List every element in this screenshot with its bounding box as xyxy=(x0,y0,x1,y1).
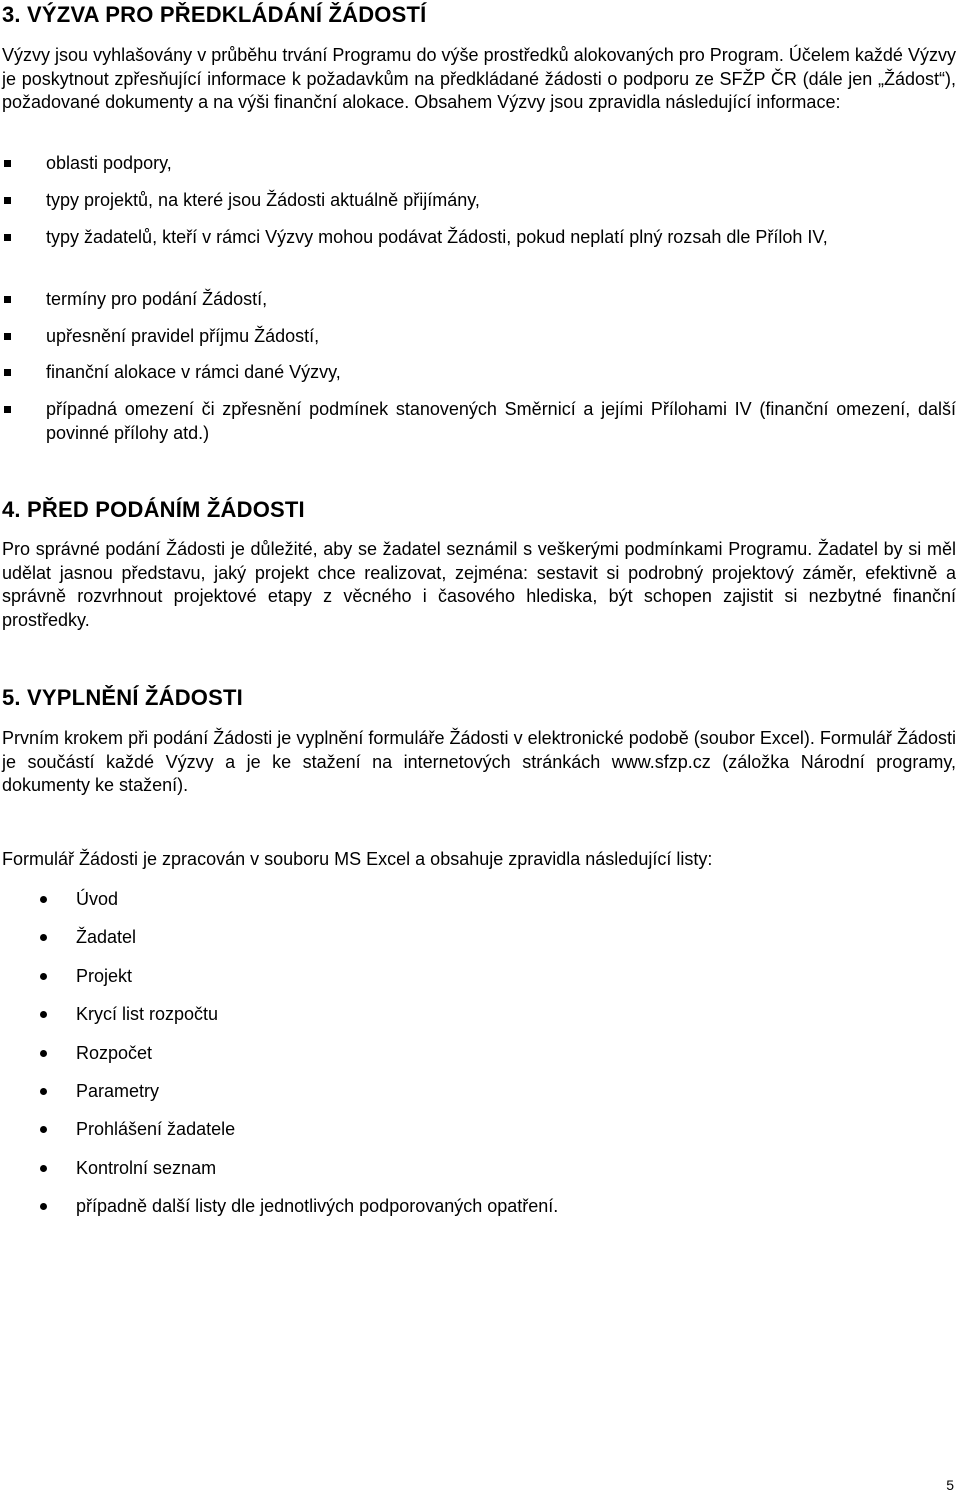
round-bullet-icon xyxy=(40,896,47,903)
list-item xyxy=(0,925,960,963)
round-bullet-icon xyxy=(40,1088,47,1095)
square-bullet-icon xyxy=(4,406,11,413)
round-bullet-icon xyxy=(40,1011,47,1018)
list-item xyxy=(0,324,956,360)
round-bullet-icon xyxy=(40,934,47,941)
list-item-text: případná omezení či zpřesnění podmínek stanovených Směrnicí a jejími Přílohami IV (finanční omezení, další povinné přílohy atd.) xyxy=(46,399,956,443)
list-item-text: Kontrolní seznam xyxy=(76,1157,217,1178)
list-item-text: typy žadatelů, kteří v rámci Výzvy mohou podávat Žádosti, pokud neplatí plný rozsah dle Příloh IV, xyxy=(46,227,828,247)
list-item xyxy=(0,887,960,925)
list-item xyxy=(0,1117,960,1155)
list-item xyxy=(0,1156,960,1194)
list-item xyxy=(0,1002,960,1040)
square-bullet-icon xyxy=(4,333,11,340)
square-bullet-icon xyxy=(4,234,11,241)
list-item-text: Prohlášení žadatele xyxy=(76,1119,236,1140)
section-4-heading: 4. PŘED PODÁNÍM ŽÁDOSTI xyxy=(2,497,305,522)
round-bullet-icon xyxy=(40,1050,47,1057)
round-bullet-icon xyxy=(40,973,47,980)
list-item xyxy=(0,151,956,188)
section-5-heading: 5. VYPLNĚNÍ ŽÁDOSTI xyxy=(2,685,243,710)
list-item-text: Rozpočet xyxy=(76,1042,153,1063)
round-bullet-icon xyxy=(40,1126,47,1133)
list-item-text: typy projektů, na které jsou Žádosti aktuálně přijímány, xyxy=(46,190,480,210)
list-item-text: Projekt xyxy=(76,965,133,986)
list-item-text: Krycí list rozpočtu xyxy=(76,1004,219,1025)
list-item xyxy=(0,287,956,324)
square-bullet-icon xyxy=(4,296,11,303)
list-item-text: upřesnění pravidel příjmu Žádostí, xyxy=(46,326,320,346)
page-number: 5 xyxy=(946,1477,954,1493)
sheets-list xyxy=(0,887,960,1233)
list-item xyxy=(0,1079,960,1117)
round-bullet-icon xyxy=(40,1203,47,1210)
list-item-text: oblasti podpory, xyxy=(46,153,172,173)
section-3-heading: 3. VÝZVA PRO PŘEDKLÁDÁNÍ ŽÁDOSTÍ xyxy=(2,2,427,27)
list-item xyxy=(0,188,956,225)
list-item-text: Úvod xyxy=(76,889,119,909)
list-item-text: případně další listy dle jednotlivých podporovaných opatření. xyxy=(76,1196,559,1217)
sheets-intro: Formulář Žádosti je zpracován v souboru MS Excel a obsahuje zpravidla následující listy: xyxy=(2,849,713,869)
square-bullet-icon xyxy=(4,369,11,376)
list-item xyxy=(0,1194,960,1232)
list-item-text: Parametry xyxy=(76,1080,160,1101)
section-3-intro: Výzvy jsou vyhlašovány v průběhu trvání Programu do výše prostředků alokovaných pro Program. Účelem každé Výzvy je poskytnout zpřesňující informace k požadavkům na předkládané žádosti o podporu ze SFŽP ČR (dále jen „Žádost“), požadované dokumenty a na výši finanční alokace. Obsahem Výzvy jsou zpravidla následující informace: xyxy=(2,45,956,112)
section-4-text: Pro správné podání Žádosti je důležité, aby se žadatel seznámil s veškerými podmínkami Programu. Žadatel by si měl udělat jasnou představu, jaký projekt chce realizovat, zejména: sestavit si podrobný projektový záměr, efektivně a správně rozvrhnout projektové etapy z věcného i časového hlediska, být schopen zajistit si nezbytné finanční prostředky. xyxy=(2,539,956,630)
list-item-text: finanční alokace v rámci dané Výzvy, xyxy=(46,362,341,382)
square-bullet-icon xyxy=(4,160,11,167)
list-item xyxy=(0,360,956,397)
list-item-text: termíny pro podání Žádostí, xyxy=(46,289,268,309)
list-item xyxy=(0,397,956,445)
list-item xyxy=(0,225,956,287)
round-bullet-icon xyxy=(40,1165,47,1172)
square-bullet-icon xyxy=(4,197,11,204)
section-5-text: Prvním krokem při podání Žádosti je vyplnění formuláře Žádosti v elektronické podobě (soubor Excel). Formulář Žádosti je součástí každé Výzvy a je ke stažení na internetových stránkách www.sfzp.cz (záložka Národní programy, dokumenty ke stažení). xyxy=(2,728,956,795)
list-item-text: Žadatel xyxy=(76,927,137,948)
list-item xyxy=(0,1041,960,1079)
section-3-list xyxy=(0,151,960,445)
list-item xyxy=(0,964,960,1002)
